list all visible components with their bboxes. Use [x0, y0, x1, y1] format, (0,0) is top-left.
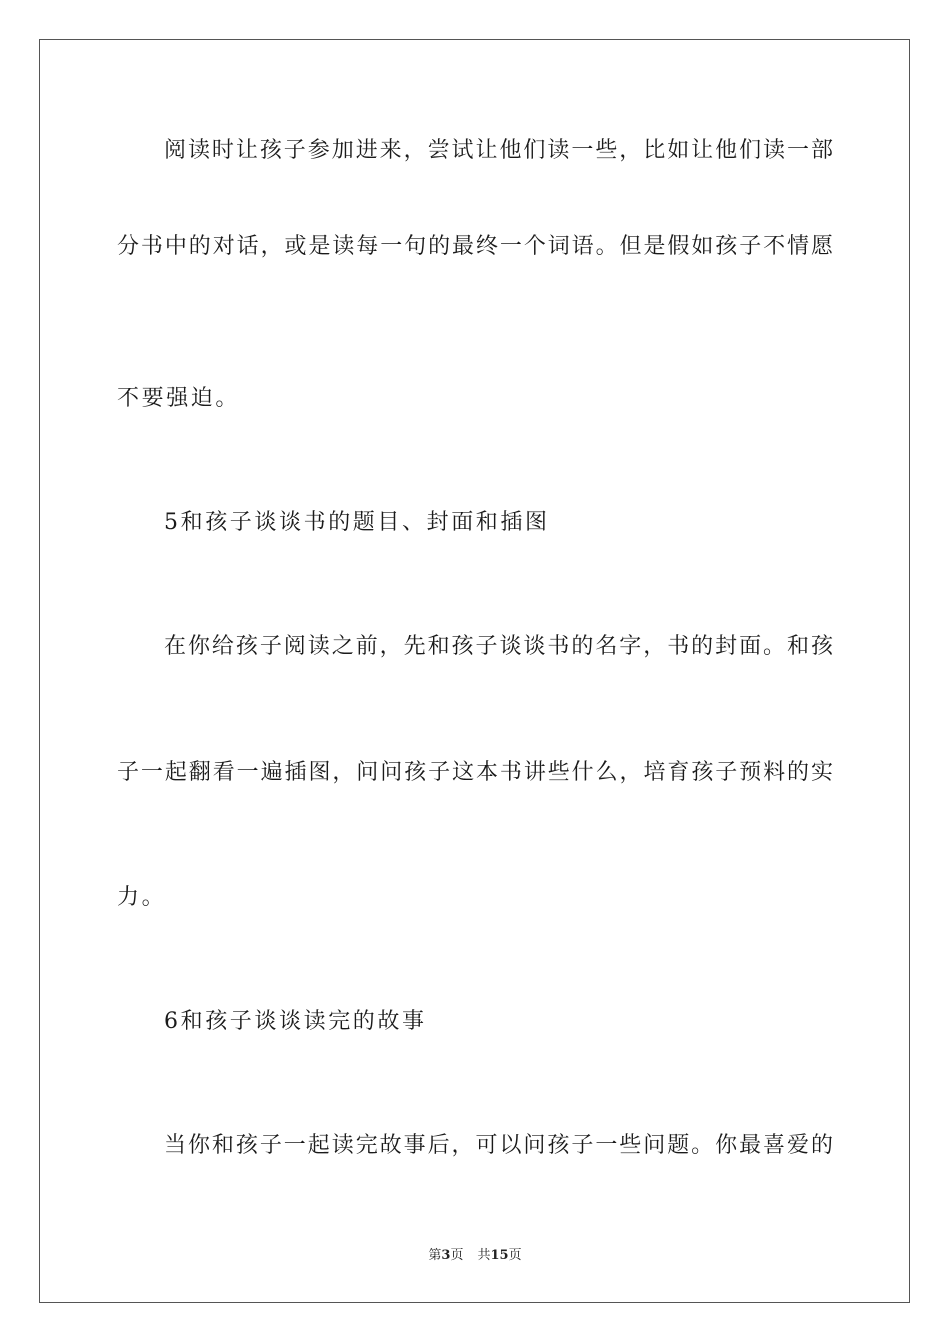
paragraph-line: 分书中的对话，或是读每一句的最终一个词语。但是假如孩子不情愿: [117, 234, 833, 259]
footer-total-pages: 15: [490, 1248, 509, 1263]
paragraph-line: 子一起翻看一遍插图，问问孩子这本书讲些什么，培育孩子预料的实: [117, 760, 833, 785]
section-heading: 5和孩子谈谈书的题目、封面和插图: [164, 510, 550, 535]
paragraph-line: 阅读时让孩子参加进来，尝试让他们读一些，比如让他们读一部: [164, 138, 833, 163]
footer-page-number: 3: [441, 1248, 451, 1263]
paragraph-line: 力。: [117, 885, 167, 910]
page-border: [39, 39, 910, 1303]
paragraph-line: 不要强迫。: [117, 386, 241, 411]
footer-total-suffix: 页: [508, 1248, 522, 1263]
footer-page-suffix: 页: [450, 1248, 464, 1263]
paragraph-line: 在你给孩子阅读之前，先和孩子谈谈书的名字，书的封面。和孩: [164, 634, 833, 659]
page-footer: [0, 1248, 950, 1264]
section-heading: 6和孩子谈谈读完的故事: [164, 1009, 427, 1034]
paragraph-line: 当你和孩子一起读完故事后，可以问孩子一些问题。你最喜爱的: [164, 1133, 833, 1158]
footer-page-prefix: 第: [428, 1248, 442, 1263]
footer-total-prefix: 共: [477, 1248, 491, 1263]
